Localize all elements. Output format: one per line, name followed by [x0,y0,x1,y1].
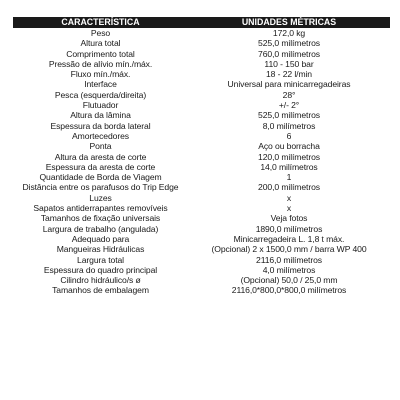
feature-name: Sapatos antiderrapantes removíveis [33,203,168,214]
table-row [13,213,390,223]
feature-value: x [286,203,292,214]
feature-name: Tamanhos de embalagem [52,285,149,296]
feature-name: Largura de trabalho (angulada) [42,223,159,234]
feature-name: Espessura da borda lateral [50,120,151,131]
feature-value: 2116,0 milímetros [256,254,322,265]
table-row [13,193,390,203]
feature-name: Flutuador [82,100,119,111]
feature-value: 18 - 22 l/min [266,69,312,80]
feature-name: Altura total [80,38,121,49]
feature-value: 4,0 milímetros [262,264,316,275]
table-row [13,265,390,275]
feature-name: Ponta [89,141,112,152]
feature-name: Largura total [77,254,124,265]
table-row [13,224,390,234]
feature-value: 525,0 milímetros [258,38,320,49]
feature-value: 1890,0 milímetros [255,223,323,234]
table-row [13,28,390,38]
feature-value: 1 [286,172,292,183]
spec-table [13,17,390,296]
table-row [13,110,390,120]
feature-name: Mangueiras Hidráulicas [56,244,145,255]
feature-value: Veja fotos [270,213,308,224]
table-row [13,49,390,59]
header-row [13,17,390,28]
table-row [13,69,390,79]
feature-value: 120,0 milímetros [258,151,320,162]
table-row [13,79,390,89]
table-row [13,90,390,100]
feature-name: Espessura da aresta de corte [45,161,156,172]
table-row [13,244,390,254]
feature-name: Altura da lâmina [70,110,131,121]
table-row [13,285,390,295]
feature-value: (Opcional) 2 x 1500,0 mm / barra WP 400 [211,244,367,255]
feature-name: Comprimento total [66,48,135,59]
feature-value: Minicarregadeira L. 1,8 t máx. [233,233,345,244]
table-row [13,152,390,162]
feature-value: 28° [282,89,296,100]
table-row [13,203,390,213]
table-row [13,100,390,110]
table-row [13,234,390,244]
feature-name: Distância entre os parafusos do Trip Edge [22,182,179,193]
feature-value: 6 [286,130,292,141]
feature-name: Adequado para [71,233,130,244]
feature-name: Pesca (esquerda/direita) [54,89,147,100]
table-row [13,141,390,151]
feature-name: Tamanhos de fixação universais [40,213,161,224]
feature-value: 110 - 150 bar [264,58,314,69]
feature-name: Quantidade de Borda de Viagem [39,172,162,183]
feature-name: Interface [84,79,117,90]
feature-value: Universal para minicarregadeiras [227,79,351,90]
feature-value: 525,0 milímetros [258,110,320,121]
spec-table-body [13,28,390,296]
table-row [13,255,390,265]
feature-name: Cilindro hidráulico/s ø [60,275,141,286]
table-row [13,172,390,182]
feature-value: (Opcional) 50,0 / 25,0 mm [240,275,338,286]
feature-value: 14,0 milímetros [260,161,318,172]
header-characteristic: CARACTERÍSTICA [13,17,188,28]
feature-value: Aço ou borracha [258,141,320,152]
feature-value: 8,0 milímetros [262,120,316,131]
feature-value: 200,0 milímetros [258,182,320,193]
table-row [13,121,390,131]
feature-name: Pressão de alívio mín./máx. [48,58,153,69]
feature-name: Fluxo mín./máx. [70,69,131,80]
table-row [13,162,390,172]
table-row [13,59,390,69]
feature-value: 760,0 milímetros [258,48,320,59]
feature-name: Peso [90,28,111,38]
header-metric-units: UNIDADES MÉTRICAS [188,17,390,28]
feature-name: Altura da aresta de corte [54,151,147,162]
feature-name: Luzes [89,192,112,203]
table-row [13,131,390,141]
feature-value: +/- 2° [278,100,300,111]
table-row [13,275,390,285]
feature-name: Amortecedores [72,130,129,141]
feature-value: 172,0 kg [272,28,306,38]
table-row [13,38,390,48]
feature-name: Espessura do quadro principal [43,264,158,275]
table-row [13,182,390,192]
feature-value: x [286,192,292,203]
feature-value: 2116,0*800,0*800,0 milímetros [231,285,347,296]
